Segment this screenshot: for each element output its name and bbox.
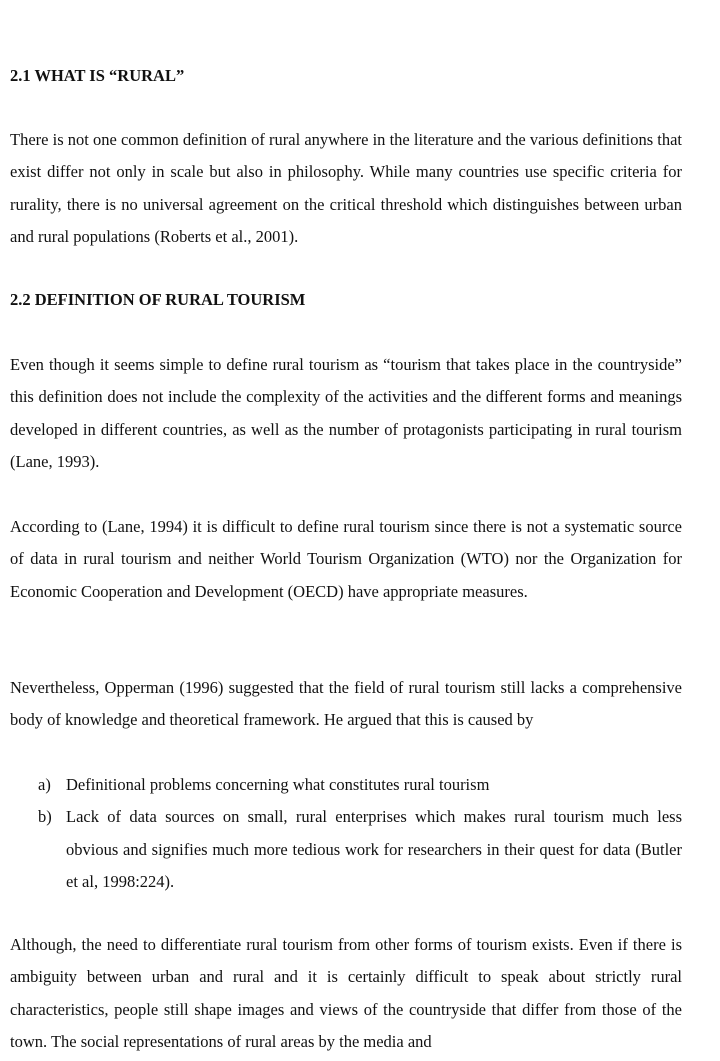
paragraph-differentiate-rural-tourism: Although, the need to differentiate rural tourism from other forms of tourism exists. Even if there is ambiguity between urban and rural and it is certainly difficult to speak about strictly rural characteristics, people still shape images and views of the countryside that differ from those of the town. The social representations of rural areas by the media and [10, 935, 682, 1052]
list-item [10, 769, 682, 801]
paragraph-rural-definition: There is not one common definition of rural anywhere in the literature and the various definitions that exist differ not only in scale but also in philosophy. While many countries use specific criteria for rurality, there is no universal agreement on the critical threshold which distinguishes between urban and rural populations (Roberts et al., 2001). [10, 130, 682, 247]
list-item [10, 801, 682, 898]
paragraph-opperman: Nevertheless, Opperman (1996) suggested that the field of rural tourism still lacks a comprehensive body of knowledge and theoretical framework. He argued that this is caused by [10, 678, 682, 730]
paragraph-lane-1994: According to (Lane, 1994) it is difficult to define rural tourism since there is not a systematic source of data in rural tourism and neither World Tourism Organization (WTO) nor the Organization for Economic Cooperation and Development (OECD) have appropriate measures. [10, 517, 682, 601]
list-marker: b) [38, 807, 52, 827]
section-heading-definition-rural-tourism: 2.2 DEFINITION OF RURAL TOURISM [10, 290, 306, 309]
paragraph-rural-tourism-definition: Even though it seems simple to define rural tourism as “tourism that takes place in the countryside” this definition does not include the complexity of the activities and the different forms and meanings developed in different countries, as well as the number of protagonists participating in rural tourism (Lane, 1993). [10, 355, 682, 472]
list-item-text: Definitional problems concerning what constitutes rural tourism [66, 775, 490, 794]
list-item-text: Lack of data sources on small, rural enterprises which makes rural tourism much less obvious and signifies much more tedious work for researchers in their quest for data (Butler et al, 1998:224). [66, 807, 682, 892]
problems-list [10, 769, 682, 899]
section-heading-what-is-rural: 2.1 WHAT IS “RURAL” [10, 66, 185, 85]
list-marker: a) [38, 775, 51, 794]
